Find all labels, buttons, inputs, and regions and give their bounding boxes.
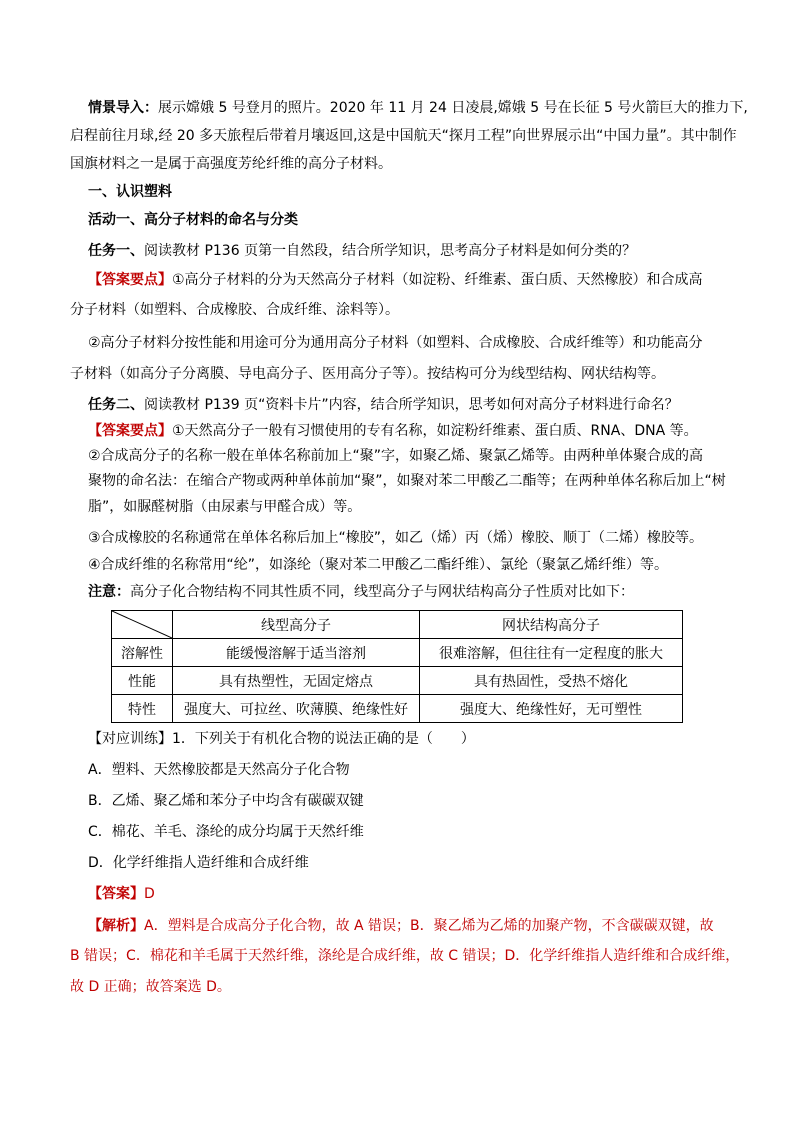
intro-line-3: 国旗材料之一是属于高强度芳纶纤维的高分子材料。 [70,156,392,172]
answer-tag: 【答案】 [88,886,144,902]
answer-value: D [144,886,155,902]
intro-line-1: 情景导入：展示嫦娥 5 号登月的照片。2020 年 11 月 24 日凌晨,嫦娥 5 号在长征 5 号火箭巨大的推力下, [88,100,748,116]
linear-cell: 具有热塑性，无固定熔点 [173,667,420,695]
diagonal-line [112,611,172,638]
intro-label: 情景导入： [88,100,158,116]
activity-heading: 活动一、高分子材料的命名与分类 [88,212,298,228]
analysis-tag: 【解析】 [88,918,144,934]
answer-2-line-1: 【答案要点】①天然高分子一般有习惯使用的专有名称，如淀粉纤维素、蛋白质、RNA、DNA 等。 [88,423,698,439]
linear-cell: 强度大、可拉丝、吹薄膜、绝缘性好 [173,695,420,723]
exercise-question: 【对应训练】1．下列关于有机化合物的说法正确的是（ ） [88,731,475,747]
table-row [112,667,683,695]
task-2: 任务二、阅读教材 P139 页“资料卡片”内容，结合所学知识，思考如何对高分子材料进行命名？ [88,397,679,413]
network-cell: 很难溶解，但往往有一定程度的胀大 [420,639,683,667]
linear-cell: 能缓慢溶解于适当溶剂 [173,639,420,667]
answer-1-line-2: 分子材料（如塑料、合成橡胶、合成纤维、涂料等）。 [70,302,399,318]
analysis-line-2: B 错误；C．棉花和羊毛属于天然纤维，涤纶是合成纤维，故 C 错误；D．化学纤维指人造纤维和合成纤维， [70,948,740,964]
table-header-network: 网状结构高分子 [420,611,683,639]
task-1: 任务一、阅读教材 P136 页第一自然段，结合所学知识，思考高分子材料是如何分类的？ [88,243,637,259]
answer-tag: 【答案要点】 [88,272,172,288]
comparison-table [111,610,683,723]
option-c: C．棉花、羊毛、涤纶的成分均属于天然纤维 [88,824,364,840]
option-a: A．塑料、天然橡胶都是天然高分子化合物 [88,762,350,778]
table-row [112,695,683,723]
option-d: D．化学纤维指人造纤维和合成纤维 [88,855,309,871]
answer-2-line-4: 脂”，如脲醛树脂（由尿素与甲醛合成）等。 [88,499,362,515]
answer-2-line-3: 聚物的命名法：在缩合产物或两种单体前加“聚”，如聚对苯二甲酸乙二酯等；在两种单体名称后加上“树 [88,473,726,489]
diagonal-header-cell [112,611,173,639]
answer-1-line-4: 子材料（如高分子分离膜、导电高分子、医用高分子等）。按结构可分为线型结构、网状结构等。 [70,366,665,382]
intro-line-2: 启程前往月球,经 20 多天旅程后带着月壤返回,这是中国航天“探月工程”向世界展示出“中国力量”。其中制作 [70,128,737,144]
answer-1-line-1: 【答案要点】①高分子材料的分为天然高分子材料（如淀粉、纤维素、蛋白质、天然橡胶）和合成高 [88,272,703,288]
answer-tag: 【答案要点】 [88,423,172,439]
row-label: 溶解性 [112,639,173,667]
table-header-linear: 线型高分子 [173,611,420,639]
network-cell: 强度大、绝缘性好，无可塑性 [420,695,683,723]
answer-2-line-5: ③合成橡胶的名称通常在单体名称后加上“橡胶”，如乙（烯）丙（烯）橡胶、顺丁（二烯）橡胶等。 [88,530,704,546]
row-label: 特性 [112,695,173,723]
answer-line [88,884,748,904]
analysis-line-1: 【解析】A．塑料是合成高分子化合物，故 A 错误；B．聚乙烯为乙烯的加聚产物，不含碳碳双键，故 [88,918,714,934]
note-line: 注意：高分子化合物结构不同其性质不同，线型高分子与网状结构高分子性质对比如下： [88,584,634,600]
exercise-tag: 【对应训练】 [88,731,172,747]
network-cell: 具有热固性，受热不熔化 [420,667,683,695]
row-label: 性能 [112,667,173,695]
answer-2-line-2: ②合成高分子的名称一般在单体名称前加上“聚”字，如聚乙烯、聚氯乙烯等。由两种单体聚合成的高 [88,448,704,464]
section-heading: 一、认识塑料 [88,184,172,200]
answer-1-line-3: ②高分子材料分按性能和用途可分为通用高分子材料（如塑料、合成橡胶、合成纤维等）和功能高分 [88,335,703,351]
analysis-line-3: 故 D 正确；故答案选 D。 [70,979,231,995]
table-row [112,639,683,667]
option-b: B．乙烯、聚乙烯和苯分子中均含有碳碳双键 [88,793,364,809]
table-header-row [112,611,683,639]
answer-2-line-6: ④合成纤维的名称常用“纶”，如涤纶（聚对苯二甲酸乙二酯纤维）、氯纶（聚氯乙烯纤维）等。 [88,557,669,573]
